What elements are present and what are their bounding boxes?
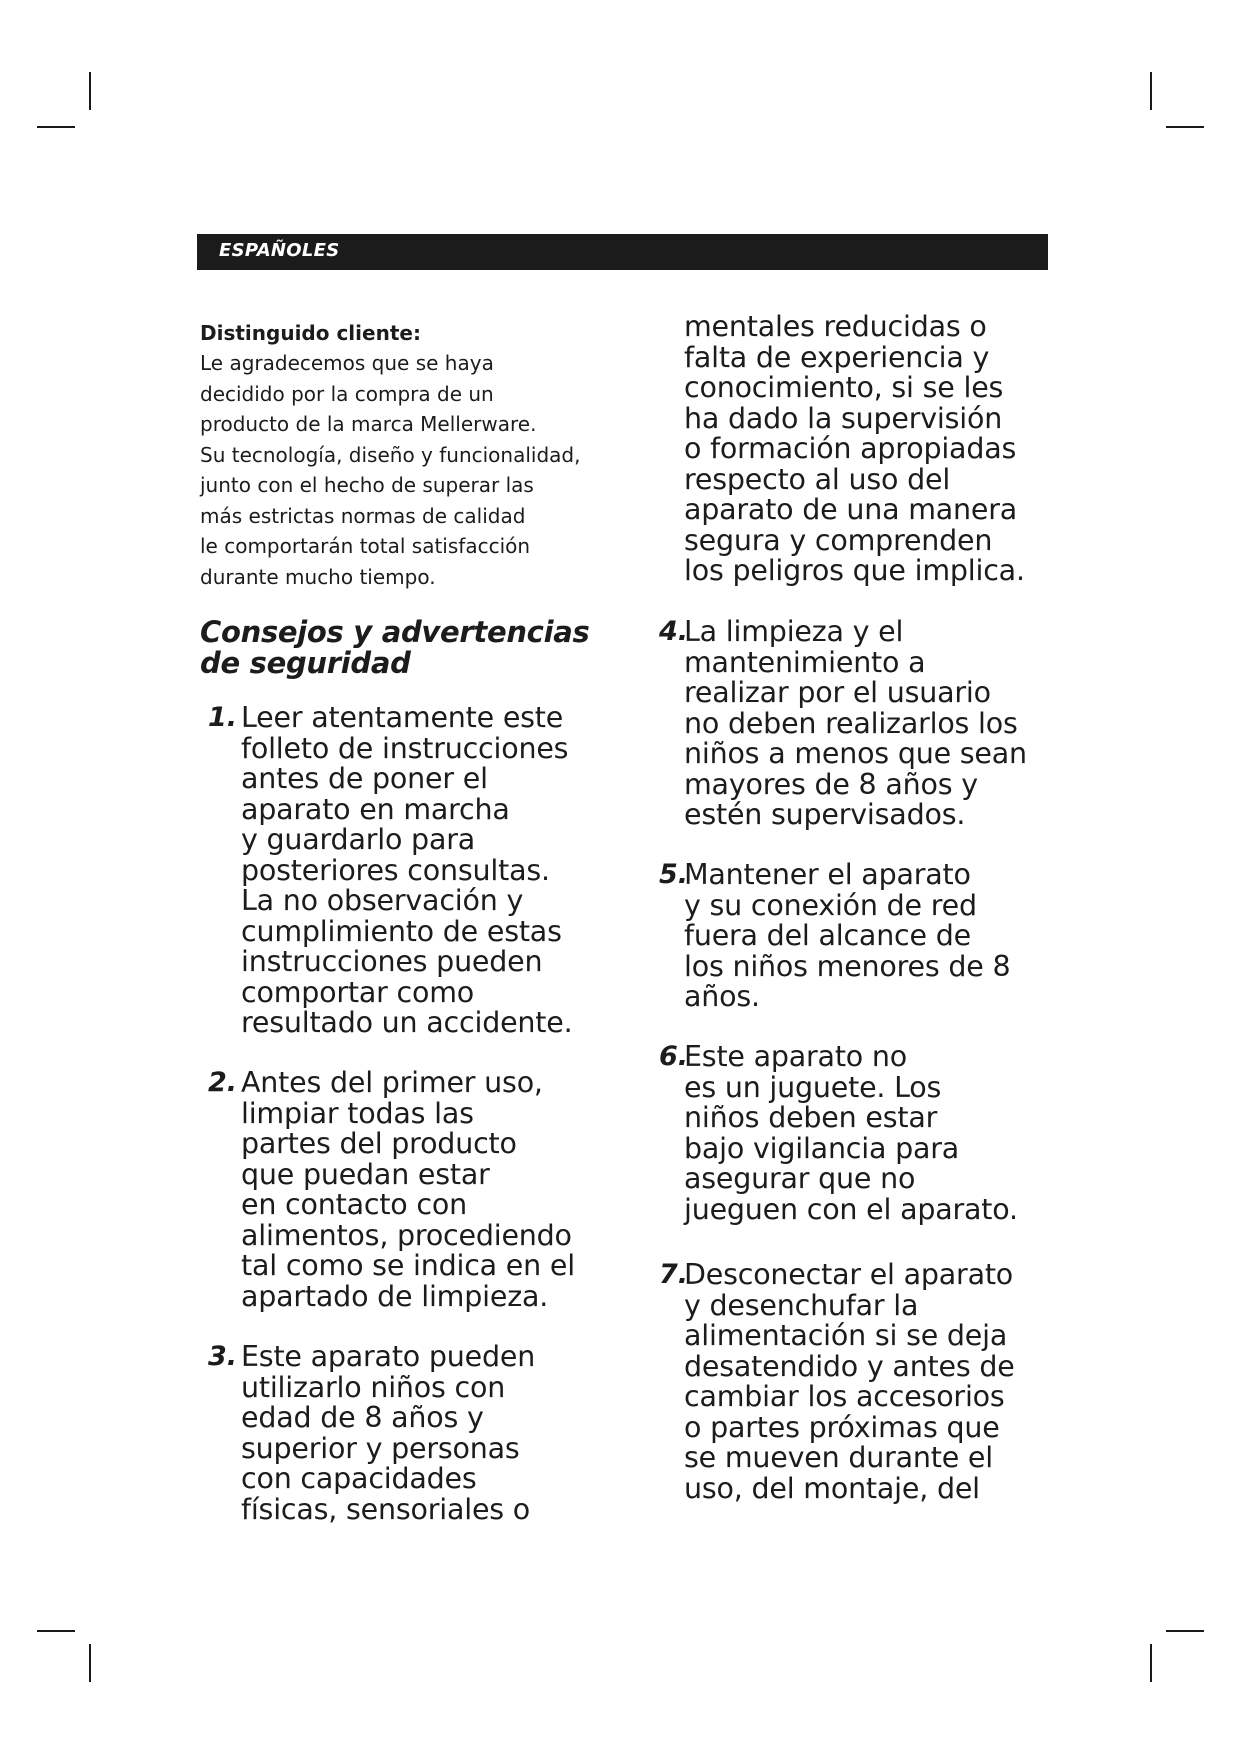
crop-mark-bottom-left-vertical	[89, 1644, 91, 1682]
language-header-bar	[197, 234, 1048, 270]
item-text: La limpieza y el mantenimiento a realizar por el usuario no deben realizarlos los niños a menos que sean mayores de 8 años y estén supervisados.	[684, 615, 1027, 831]
intro-text: Le agradecemos que se haya decidido por la compra de un producto de la marca Mellerware. Su tecnología, diseño y funcionalidad, junto con el hecho de superar las más estrictas normas de calidad le comportarán total satisfacción durante mucho tiempo.	[200, 351, 581, 589]
item-number: 2.	[207, 1067, 237, 1098]
item-number: 4.	[658, 616, 688, 647]
crop-mark-top-right-vertical	[1150, 72, 1152, 110]
item-text: Leer atentamente este folleto de instrucciones antes de poner el aparato en marcha y guardarlo para posteriores consultas. La no observación y cumplimiento de estas instrucciones pueden comportar como resultado un accidente.	[241, 701, 573, 1039]
crop-mark-bottom-right-horizontal	[1166, 1630, 1204, 1632]
item-number: 7.	[658, 1259, 688, 1290]
item-text: Antes del primer uso, limpiar todas las partes del producto que puedan estar en contacto con alimentos, procediendo tal como se indica en el apartado de limpieza.	[241, 1066, 575, 1313]
crop-mark-top-right-horizontal	[1166, 126, 1204, 128]
item-text: Este aparato no es un juguete. Los niños deben estar bajo vigilancia para asegurar que no jueguen con el aparato.	[684, 1040, 1018, 1226]
safety-item-3-continued: mentales reducidas o falta de experiencia y conocimiento, si se les ha dado la supervisión o formación apropiadas respecto al uso del aparato de una manera segura y comprenden los peligros que implica.	[684, 310, 1025, 587]
crop-mark-top-left-horizontal	[37, 126, 75, 128]
item-number: 3.	[207, 1341, 237, 1372]
crop-mark-top-left-vertical	[89, 72, 91, 110]
crop-mark-bottom-right-vertical	[1150, 1644, 1152, 1682]
item-text: Mantener el aparato y su conexión de red fuera del alcance de los niños menores de 8 años.	[684, 858, 1011, 1013]
item-text: Este aparato pueden utilizarlo niños con edad de 8 años y superior y personas con capacidades físicas, sensoriales o	[241, 1340, 536, 1526]
item-number: 6.	[658, 1041, 688, 1072]
crop-mark-bottom-left-horizontal	[37, 1630, 75, 1632]
item-number: 5.	[658, 859, 688, 890]
intro-heading: Distinguido cliente:	[200, 321, 421, 345]
intro-block	[200, 318, 630, 592]
language-label: ESPAÑOLES	[219, 240, 340, 261]
item-number: 1.	[207, 702, 237, 733]
item-text: Desconectar el aparato y desenchufar la alimentación si se deja desatendido y antes de cambiar los accesorios o partes próximas que se mueven durante el uso, del montaje, del	[684, 1258, 1015, 1505]
section-title: Consejos y advertencias de seguridad	[200, 615, 590, 680]
